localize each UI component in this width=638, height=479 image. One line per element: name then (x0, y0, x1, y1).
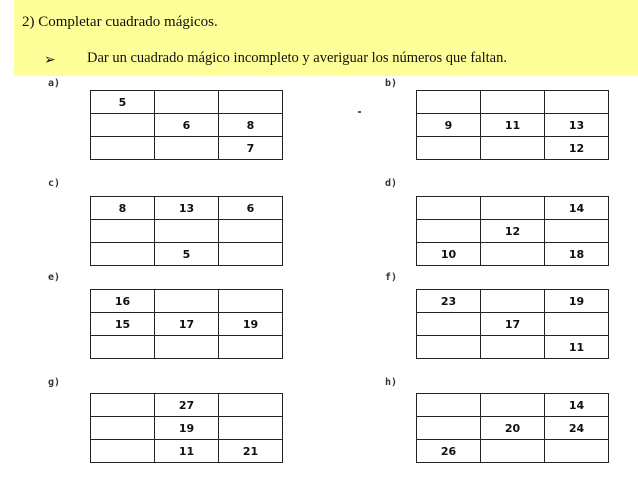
stray-mark (358, 111, 361, 113)
square-cell (219, 417, 283, 440)
exercise-title: 2) Completar cuadrado mágicos. (22, 14, 218, 30)
square-label-f: f) (385, 272, 398, 283)
square-cell: 8 (219, 114, 283, 137)
square-cell (91, 394, 155, 417)
square-cell (417, 394, 481, 417)
magic-square-d (416, 196, 609, 266)
square-row (91, 394, 283, 417)
instruction-text: Dar un cuadrado mágico incompleto y averiguar los números que faltan. (87, 50, 507, 66)
square-row (417, 137, 609, 160)
square-row (91, 313, 283, 336)
square-cell (155, 137, 219, 160)
square-cell (481, 91, 545, 114)
square-cell: 6 (219, 197, 283, 220)
magic-square-e (90, 289, 283, 359)
square-cell: 8 (91, 197, 155, 220)
square-cell (545, 440, 609, 463)
square-cell (155, 91, 219, 114)
square-label-d: d) (385, 178, 398, 189)
square-cell: 15 (91, 313, 155, 336)
square-cell (91, 114, 155, 137)
magic-square-g (90, 393, 283, 463)
square-cell: 24 (545, 417, 609, 440)
square-cell (155, 290, 219, 313)
square-cell: 11 (481, 114, 545, 137)
square-cell (481, 440, 545, 463)
square-cell: 14 (545, 197, 609, 220)
square-cell: 5 (91, 91, 155, 114)
square-cell: 11 (545, 336, 609, 359)
square-cell: 13 (155, 197, 219, 220)
square-cell (481, 290, 545, 313)
square-cell: 7 (219, 137, 283, 160)
square-cell (91, 220, 155, 243)
square-cell: 5 (155, 243, 219, 266)
square-cell: 10 (417, 243, 481, 266)
square-row (91, 243, 283, 266)
square-row (91, 220, 283, 243)
square-cell (417, 197, 481, 220)
square-cell: 6 (155, 114, 219, 137)
square-cell (91, 440, 155, 463)
magic-square-c (90, 196, 283, 266)
square-cell (219, 91, 283, 114)
square-row (417, 313, 609, 336)
square-row (417, 394, 609, 417)
square-label-g: g) (48, 377, 61, 388)
square-row (91, 440, 283, 463)
square-cell (155, 336, 219, 359)
square-row (417, 114, 609, 137)
square-row (417, 417, 609, 440)
square-cell (545, 91, 609, 114)
square-cell (417, 220, 481, 243)
square-row (417, 336, 609, 359)
square-row (91, 137, 283, 160)
square-row (91, 336, 283, 359)
square-cell: 17 (481, 313, 545, 336)
magic-square-h (416, 393, 609, 463)
square-cell (417, 91, 481, 114)
square-row (91, 290, 283, 313)
square-cell: 19 (219, 313, 283, 336)
square-cell: 21 (219, 440, 283, 463)
square-cell: 19 (545, 290, 609, 313)
square-cell (481, 137, 545, 160)
square-cell: 16 (91, 290, 155, 313)
square-cell (91, 417, 155, 440)
square-cell (417, 336, 481, 359)
square-label-e: e) (48, 272, 61, 283)
square-label-c: c) (48, 178, 61, 189)
magic-square-a (90, 90, 283, 160)
square-cell (155, 220, 219, 243)
square-cell: 19 (155, 417, 219, 440)
square-cell (481, 243, 545, 266)
square-row (417, 197, 609, 220)
square-cell: 14 (545, 394, 609, 417)
square-cell (91, 336, 155, 359)
square-label-b: b) (385, 78, 398, 89)
square-cell: 12 (545, 137, 609, 160)
square-cell: 11 (155, 440, 219, 463)
square-cell: 12 (481, 220, 545, 243)
square-row (91, 114, 283, 137)
square-cell (481, 197, 545, 220)
square-row (417, 220, 609, 243)
square-cell (219, 243, 283, 266)
square-cell: 9 (417, 114, 481, 137)
square-cell (545, 313, 609, 336)
magic-square-b (416, 90, 609, 160)
square-cell: 26 (417, 440, 481, 463)
square-cell: 20 (481, 417, 545, 440)
square-cell: 18 (545, 243, 609, 266)
square-cell (219, 220, 283, 243)
square-row (91, 197, 283, 220)
magic-square-f (416, 289, 609, 359)
square-row (91, 417, 283, 440)
square-cell (219, 336, 283, 359)
arrow-bullet-icon: ➢ (44, 53, 56, 68)
square-cell (481, 336, 545, 359)
square-row (417, 243, 609, 266)
square-cell (91, 137, 155, 160)
square-label-h: h) (385, 377, 398, 388)
square-cell: 23 (417, 290, 481, 313)
square-cell (481, 394, 545, 417)
header-banner (14, 0, 638, 76)
square-cell: 13 (545, 114, 609, 137)
square-row (417, 290, 609, 313)
square-cell (417, 417, 481, 440)
square-row (417, 440, 609, 463)
square-row (91, 91, 283, 114)
square-cell (417, 313, 481, 336)
square-cell (219, 290, 283, 313)
square-cell (219, 394, 283, 417)
square-cell: 27 (155, 394, 219, 417)
square-label-a: a) (48, 78, 61, 89)
square-cell (91, 243, 155, 266)
square-cell (545, 220, 609, 243)
square-cell (417, 137, 481, 160)
square-row (417, 91, 609, 114)
square-cell: 17 (155, 313, 219, 336)
